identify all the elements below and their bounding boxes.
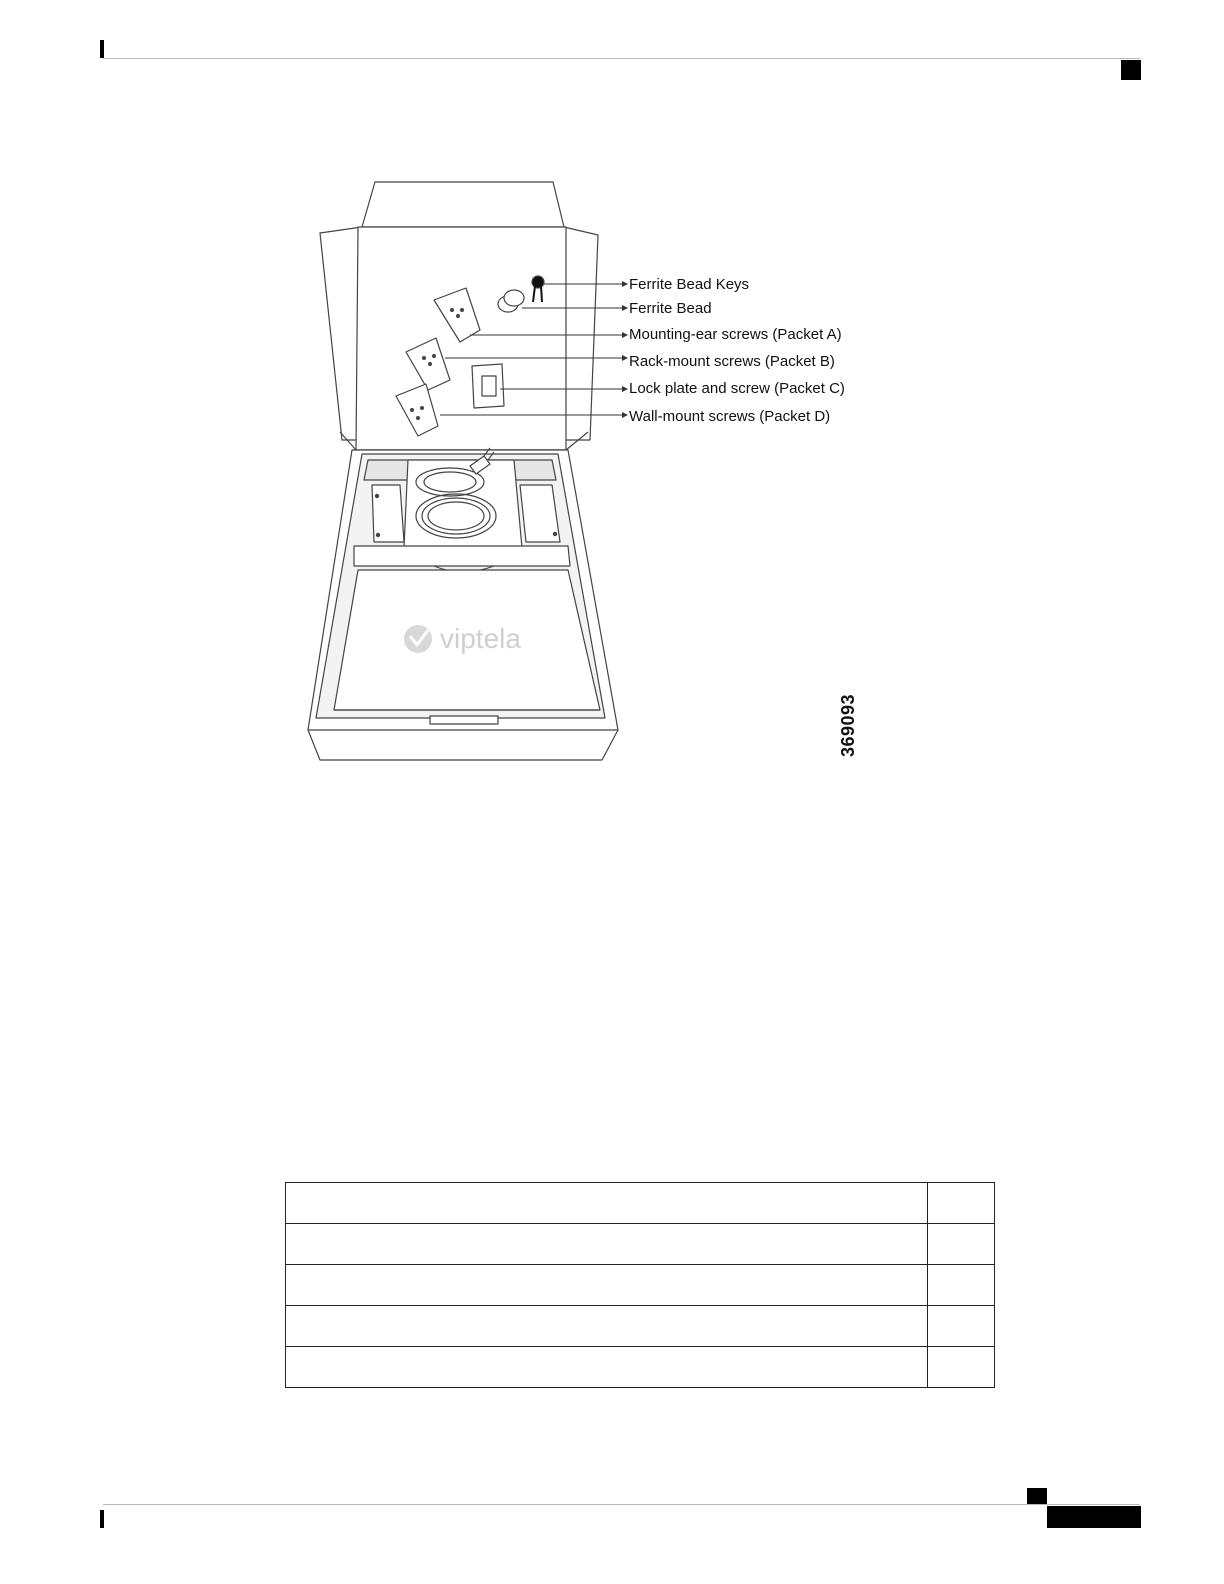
contents-table — [285, 1182, 995, 1388]
accessory-box-illustration — [300, 170, 880, 770]
callout-mounting-ear-screws: Mounting-ear screws (Packet A) — [629, 326, 842, 343]
table-cell-description — [286, 1347, 928, 1388]
footer-tick-mark — [100, 1510, 104, 1528]
table-row — [286, 1306, 995, 1347]
table-cell-quantity — [927, 1306, 994, 1347]
accessory-kit-figure — [300, 170, 880, 770]
device-logo-text: viptela — [440, 623, 521, 654]
table-cell-quantity — [927, 1183, 994, 1224]
figure-number: 369093 — [838, 693, 858, 757]
table-cell-description — [286, 1183, 928, 1224]
table-row — [286, 1183, 995, 1224]
table-cell-description — [286, 1224, 928, 1265]
table-cell-quantity — [927, 1224, 994, 1265]
header-tick-mark — [100, 40, 104, 58]
footer-page-tab — [1047, 1506, 1141, 1528]
callout-ferrite-bead: Ferrite Bead — [629, 300, 712, 317]
table-cell-description — [286, 1265, 928, 1306]
callout-ferrite-bead-keys: Ferrite Bead Keys — [629, 276, 750, 293]
header-marker — [1121, 60, 1141, 80]
table-cell-quantity — [927, 1265, 994, 1306]
footer-marker — [1027, 1488, 1047, 1504]
callout-wall-mount-screws: Wall-mount screws (Packet D) — [629, 408, 831, 425]
header-rule — [103, 58, 1140, 59]
table-row — [286, 1265, 995, 1306]
table-cell-quantity — [927, 1347, 994, 1388]
footer-rule — [103, 1504, 1140, 1505]
callout-lock-plate-screw: Lock plate and screw (Packet C) — [629, 380, 845, 397]
table-cell-description — [286, 1306, 928, 1347]
callout-rack-mount-screws: Rack-mount screws (Packet B) — [629, 353, 835, 370]
table-row — [286, 1224, 995, 1265]
table-row — [286, 1347, 995, 1388]
